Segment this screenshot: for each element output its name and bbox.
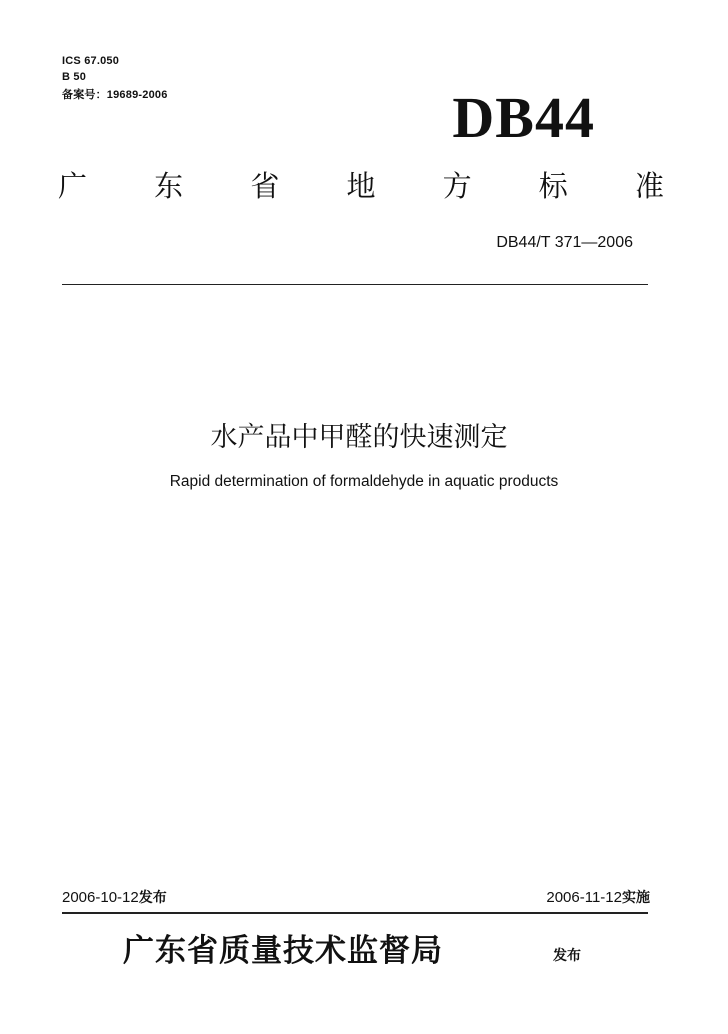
standard-type-heading	[58, 168, 664, 204]
top-divider	[62, 284, 648, 285]
document-title-chinese	[0, 418, 728, 458]
implementation-date: 2006-11-12	[546, 889, 622, 906]
implementation-date-label: 实施	[622, 890, 650, 906]
document-title-chinese-text: 水产品中甲醛的快速测定	[210, 422, 508, 453]
standard-type-char: 方	[442, 169, 472, 203]
document-title-english: Rapid determination of formaldehyde in aquatic products	[169, 473, 559, 490]
standard-type-char: 准	[634, 169, 664, 203]
registration-number: 备案号：19689-2006	[62, 89, 168, 101]
standard-type-char: 省	[250, 169, 280, 203]
standard-type-char: 东	[154, 169, 184, 203]
standard-type-char: 地	[346, 169, 376, 203]
issue-date-line	[62, 888, 167, 908]
standard-type-char: 广	[58, 169, 88, 203]
classification-code: B 50	[62, 71, 87, 83]
issue-date-label: 发布	[138, 890, 167, 906]
bottom-divider	[62, 912, 648, 914]
standard-type-char: 标	[538, 169, 568, 203]
standard-code-heading: DB44	[452, 85, 595, 150]
standard-number: DB44/T 371—2006	[496, 234, 633, 251]
issue-date: 2006-10-12	[62, 889, 139, 906]
implementation-date-line	[546, 888, 650, 908]
issuing-authority: 广东省质量技术监督局	[123, 933, 443, 969]
issuing-authority-label: 发布	[553, 948, 581, 964]
ics-code: ICS 67.050	[62, 55, 120, 67]
